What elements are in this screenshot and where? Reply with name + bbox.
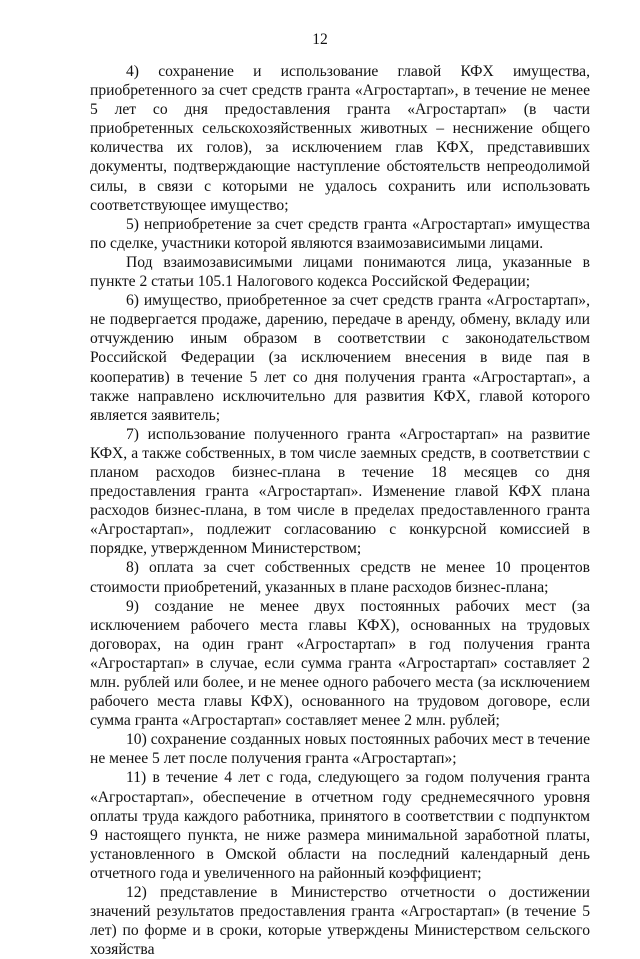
paragraph-item-4: 4) сохранение и использование главой КФХ имущества, приобретенного за счет средств гранта «Агростартап», в течение не менее 5 лет со дня предоставления гранта «Агростартап» (в части приобретенных сельскохозяйственных животных – неснижение общего количества их голов), за исключением глав КФХ, представивших документы, подтверждающие наступление обстоятельств непреодолимой силы, в связи с которыми не удалось сохранить или использовать соответствующее имущество; <box>90 63 590 214</box>
paragraph-item-11: 11) в течение 4 лет с года, следующего за годом получения гранта «Агростартап», обеспечение в отчетном году среднемесячного уровня оплаты труда каждого работника, принятого в соответствии с подпунктом 9 настоящего пункта, не ниже размера минимальной заработной платы, установленного в Омской области на последний календарный день отчетного года и увеличенного на районный коэффициент; <box>90 769 590 882</box>
paragraph-item-5: 5) неприобретение за счет средств гранта «Агростартап» имущества по сделке, участники которой являются взаимозависимыми лицами. <box>90 215 590 252</box>
paragraph-item-10: 10) сохранение созданных новых постоянных рабочих мест в течение не менее 5 лет после получения гранта «Агростартап»; <box>90 731 590 768</box>
paragraph-item-6: 6) имущество, приобретенное за счет средств гранта «Агростартап», не подвергается продаже, дарению, передаче в аренду, обмену, вкладу или отчуждению иным образом в соответствии с законодательством Российской Федерации (за исключением внесения в виде пая в кооператив) в течение 5 лет со дня получения гранта «Агростартап», а также направлено исключительно для развития КФХ, главой которого является заявитель; <box>90 292 590 424</box>
paragraph-item-12: 12) представление в Министерство отчетности о достижении значений результатов предоставления гранта «Агростартап» (в течение 5 лет) по форме и в сроки, которые утверждены Министерством сельского хозяйства <box>90 884 590 959</box>
page-number: 12 <box>312 31 328 48</box>
paragraph-item-8: 8) оплата за счет собственных средств не менее 10 процентов стоимости приобретений, указанных в плане расходов бизнес-плана; <box>90 559 590 596</box>
document-body <box>90 62 590 959</box>
paragraph-item-7: 7) использование полученного гранта «Агростартап» на развитие КФХ, а также собственных, в том числе заемных средств, в соответствии с планом расходов бизнес-плана в течение 18 месяцев со дня предоставления гранта «Агростартап». Изменение главой КФХ плана расходов бизнес-плана, в том числе в пределах предоставленного гранта «Агростартап», подлежит согласованию с конкурсной комиссией в порядке, утвержденном Министерством; <box>90 425 590 558</box>
paragraph-definition: Под взаимозависимыми лицами понимаются лица, указанные в пункте 2 статьи 105.1 Налогового кодекса Российской Федерации; <box>90 253 590 291</box>
paragraph-item-9: 9) создание не менее двух постоянных рабочих мест (за исключением рабочего места главы КФХ), основанных на трудовых договорах, на один грант «Агростартап» в год получения гранта «Агростартап» в случае, если сумма гранта «Агростартап» составляет 2 млн. рублей или более, и не менее одного рабочего места (за исключением рабочего места главы КФХ), основанного на трудовом договоре, если сумма гранта «Агростартап» составляет менее 2 млн. рублей; <box>90 597 590 730</box>
